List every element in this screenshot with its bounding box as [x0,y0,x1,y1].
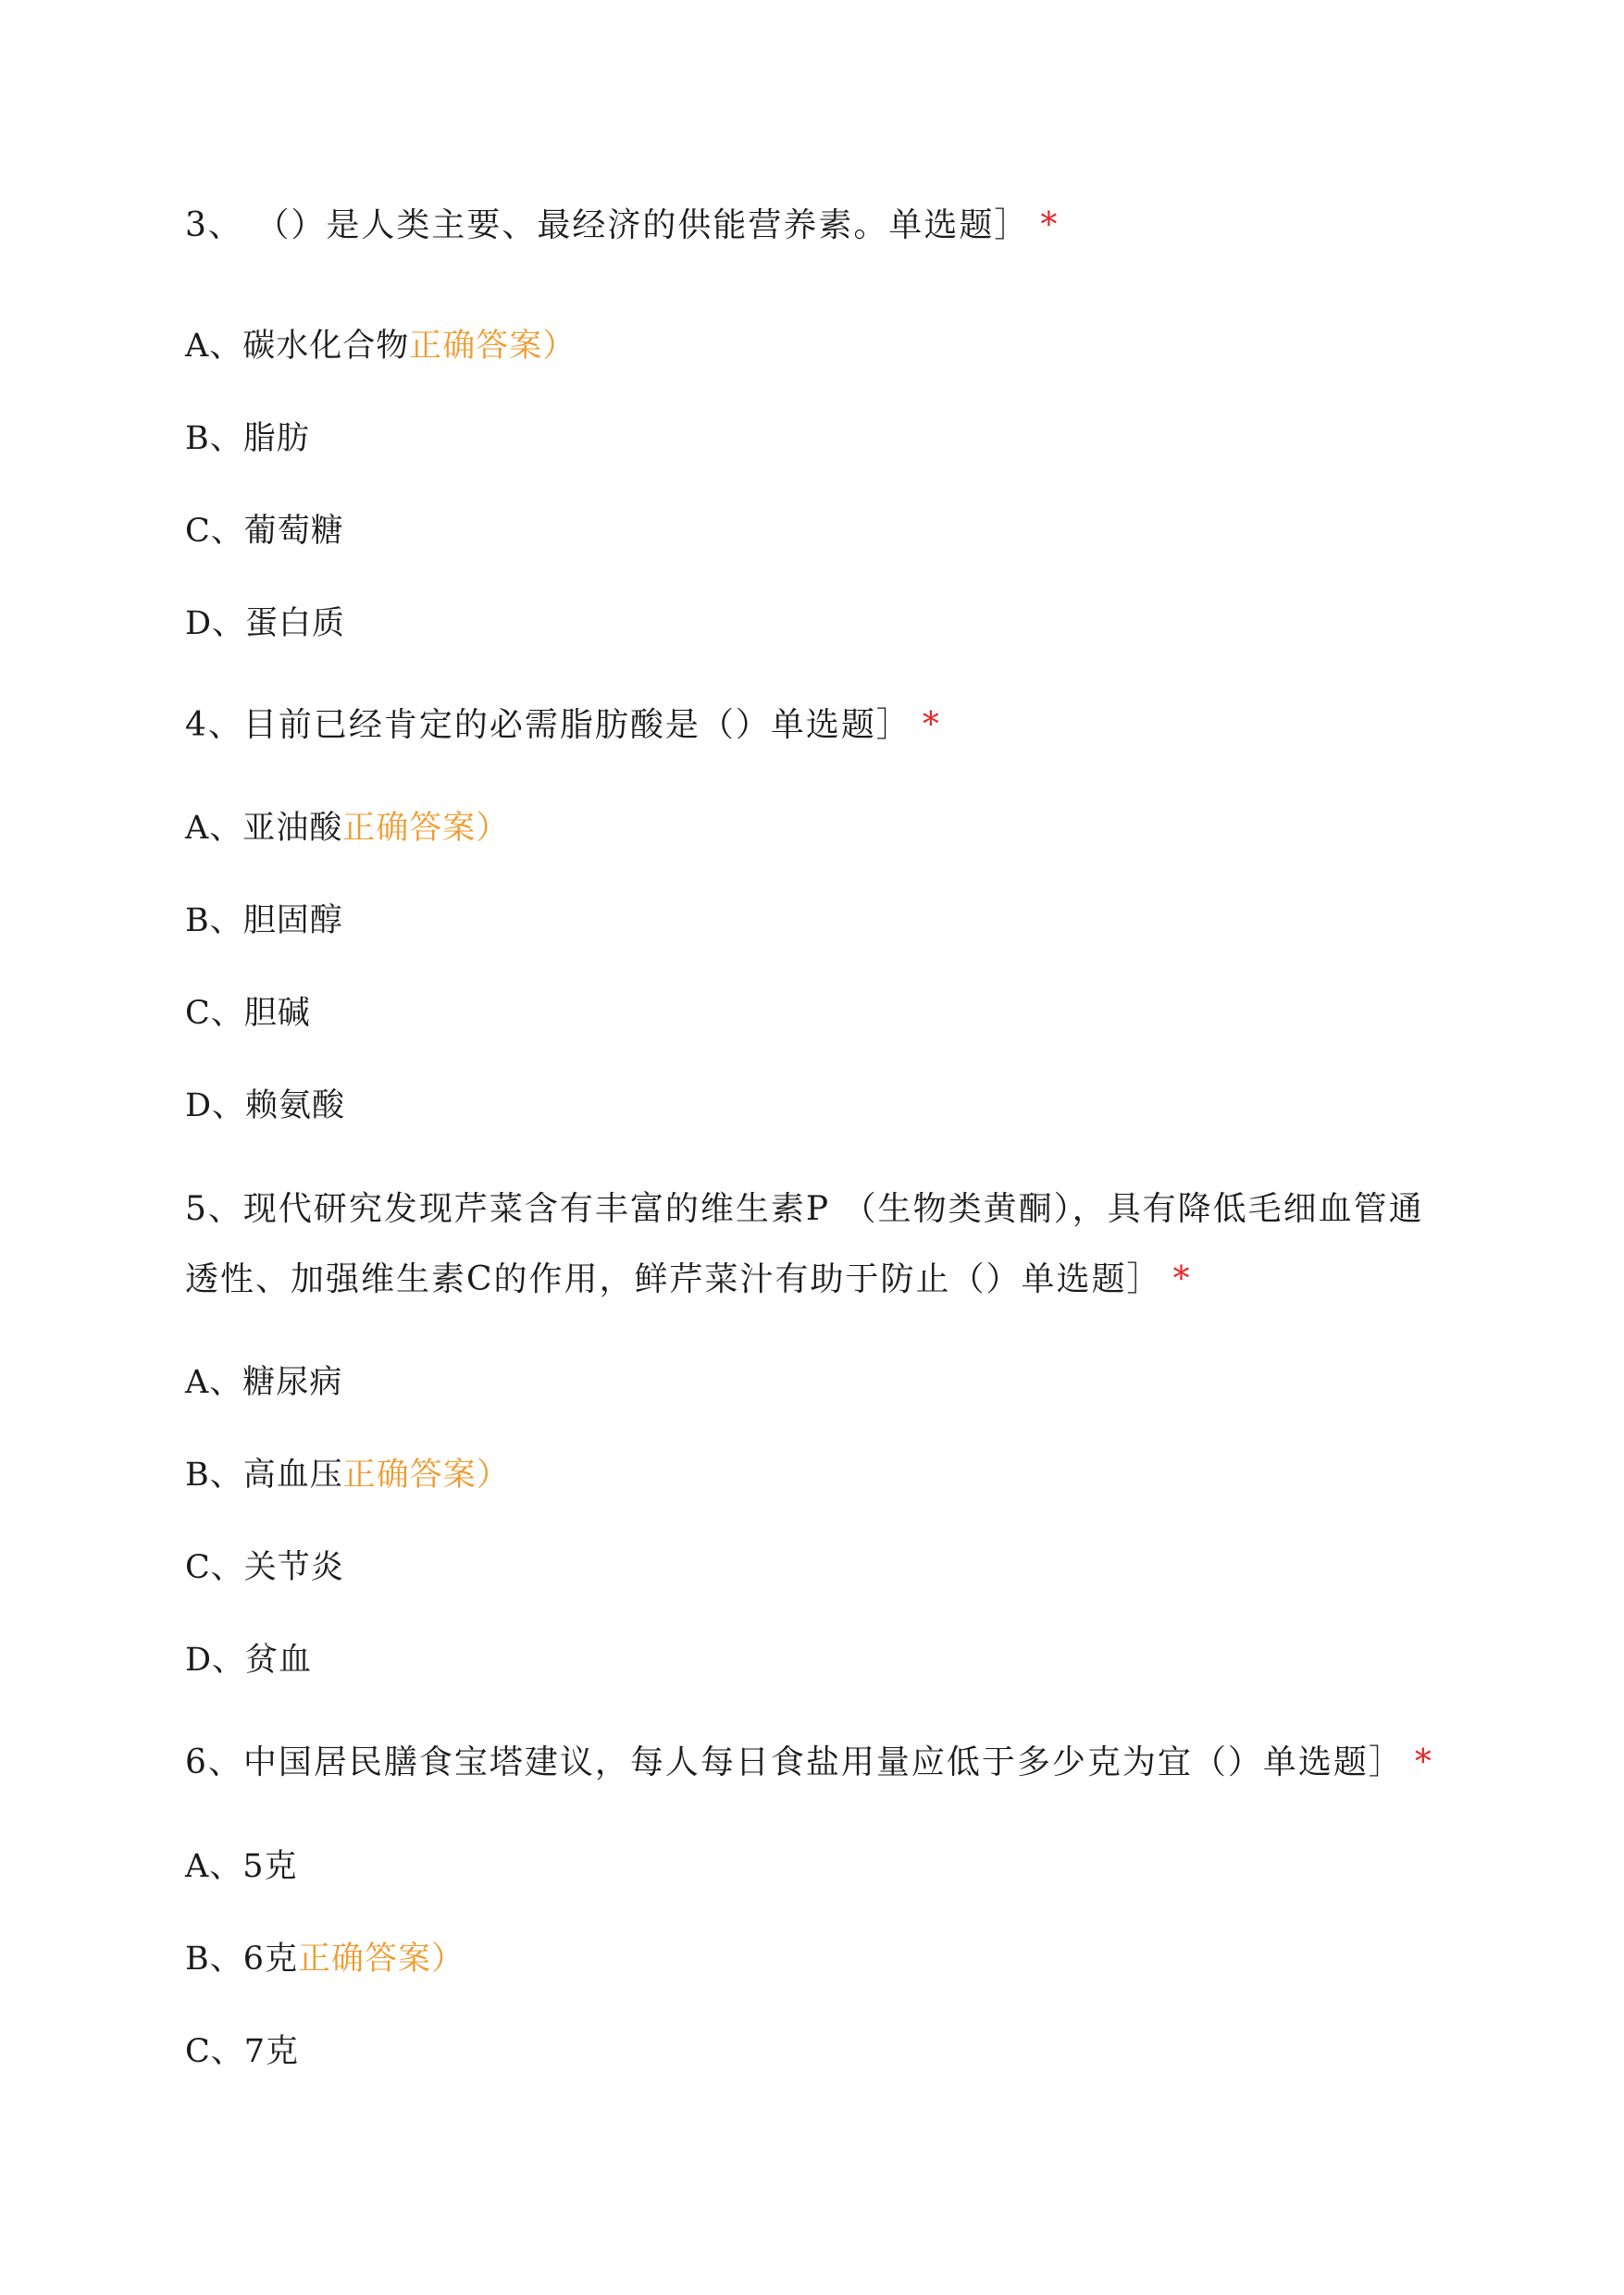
option-label: C、葡萄糖 [185,513,344,550]
question-6-option-c[interactable] [185,2031,299,2072]
question-4 [185,705,941,746]
option-label: D、贫血 [185,1642,313,1679]
question-6 [185,1743,1433,1783]
question-5-option-a[interactable] [185,1362,342,1403]
option-label: B、高血压 [185,1457,343,1494]
question-5-option-b[interactable] [185,1455,510,1495]
question-4-option-a[interactable] [185,808,509,849]
question-6-option-b[interactable] [185,1939,465,1979]
question-5-option-c[interactable] [185,1547,344,1588]
correct-answer-tag: 正确答案） [342,1457,510,1494]
question-3-option-b[interactable] [185,418,310,459]
question-4-option-b[interactable] [185,900,343,941]
question-3-option-d[interactable] [185,603,345,644]
question-4-text: 4、目前已经肯定的必需脂肪酸是（）单选题］ [185,706,911,744]
question-4-option-c[interactable] [185,993,311,1034]
option-label: D、赖氨酸 [185,1087,346,1124]
option-label: A、5克 [185,1848,298,1885]
correct-answer-tag: 正确答案） [298,1941,465,1978]
question-3-text: 3、 （）是人类主要、最经济的供能营养素。单选题］ [185,206,1030,244]
question-5-line-1 [185,1189,1424,1230]
option-label: B、胆固醇 [185,902,343,939]
question-3-option-c[interactable] [185,511,344,552]
required-mark: * [1414,1743,1433,1781]
correct-answer-tag: 正确答案） [409,328,576,365]
correct-answer-tag: 正确答案） [342,810,510,847]
required-mark: * [922,706,941,744]
question-6-text: 6、中国居民膳食宝塔建议，每人每日食盐用量应低于多少克为宜（）单选题］ [185,1743,1404,1781]
required-mark: * [1172,1260,1192,1298]
question-5-text-line-1: 5、现代研究发现芹菜含有丰富的维生素P （生物类黄酮），具有降低毛细血管通 [185,1190,1424,1228]
option-label: C、胆碱 [185,995,311,1032]
option-label: B、6克 [185,1941,298,1978]
question-3-option-a[interactable] [185,326,576,366]
option-label: B、脂肪 [185,420,310,457]
question-5-text-line-2: 透性、加强维生素C的作用，鲜芹菜汁有助于防止（）单选题］ [185,1260,1162,1298]
option-label: A、亚油酸 [185,810,343,847]
question-3 [185,205,1059,246]
option-label: C、7克 [185,2033,300,2070]
option-label: D、蛋白质 [185,605,346,642]
option-label: A、碳水化合物 [185,328,410,365]
option-label: A、糖尿病 [185,1364,343,1401]
question-5-line-2 [185,1259,1192,1300]
question-4-option-d[interactable] [185,1085,345,1126]
option-label: C、关节炎 [185,1549,344,1586]
question-6-option-a[interactable] [185,1846,298,1887]
question-5-option-d[interactable] [185,1640,312,1681]
required-mark: * [1040,206,1060,244]
